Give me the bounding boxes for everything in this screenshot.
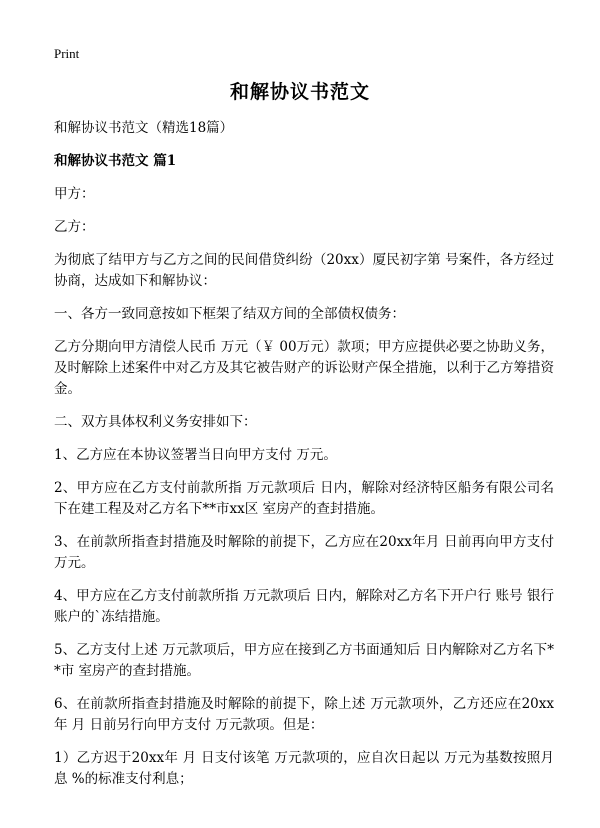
clause-one-heading: 一、各方一致同意按如下框架了结双方间的全部债权债务： <box>54 306 405 322</box>
document-body <box>54 118 554 802</box>
party-b-line: 乙方： <box>54 219 95 235</box>
clause-item-4: 4、甲方应在乙方支付前款所指 万元款项后 日内，解除对乙方名下开户行 账号 银行账户的`冻结措施。 <box>54 588 554 625</box>
document-subtitle: 和解协议书范文（精选18篇） <box>54 120 234 136</box>
clause-subitem-1: 1）乙方迟于20xx年 月 日支付该笔 万元款项的，应自次日起以 万元为基数按照月息 %的标准支付利息； <box>54 750 554 787</box>
preamble-paragraph: 为彻底了结甲方与乙方之间的民间借贷纠纷（20xx）厦民初字第 号案件，各方经过协商，达成如下和解协议： <box>54 252 554 289</box>
section-heading: 和解协议书范文 篇1 <box>54 153 177 169</box>
document-title: 和解协议书范文 <box>229 81 370 103</box>
party-a-line: 甲方： <box>54 186 95 202</box>
print-label[interactable]: Print <box>54 46 80 61</box>
clause-one-body: 乙方分期向甲方清偿人民币 万元（￥ 00万元）款项；甲方应提供必要之协助义务，及时解除上述案件中对乙方及其它被告财产的诉讼财产保全措施，以利于乙方筹措资金。 <box>54 339 554 397</box>
clause-item-2: 2、甲方应在乙方支付前款所指 万元款项后 日内，解除对经济特区船务有限公司名下在建工程及对乙方名下**市xx区 室房产的查封措施。 <box>54 480 554 517</box>
clause-item-5: 5、乙方支付上述 万元款项后，甲方应在接到乙方书面通知后 日内解除对乙方名下**市 室房产的查封措施。 <box>54 642 554 679</box>
clause-item-3: 3、在前款所指查封措施及时解除的前提下，乙方应在20xx年月 日前再向甲方支付 万元。 <box>54 534 554 571</box>
clause-two-heading: 二、双方具体权利义务安排如下： <box>54 414 257 430</box>
clause-item-6: 6、在前款所指查封措施及时解除的前提下，除上述 万元款项外，乙方还应在20xx年 月 日前另行向甲方支付 万元款项。但是： <box>54 696 554 733</box>
clause-item-1: 1、乙方应在本协议签署当日向甲方支付 万元。 <box>54 447 337 463</box>
